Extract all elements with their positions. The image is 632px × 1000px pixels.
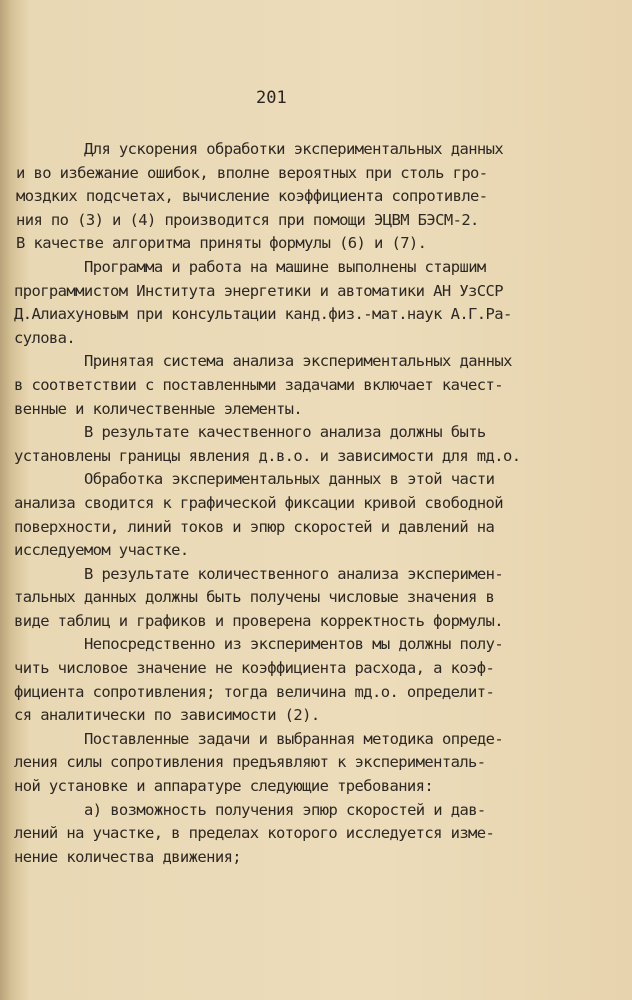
text-line: Д.Алиахуновым при консультации канд.физ.-мат.наук А.Г.Ра-: [14, 305, 512, 324]
text-line: сулова.: [14, 328, 76, 347]
text-line: чить числовое значение не коэффициента расхода, а коэф-: [14, 659, 495, 678]
text-line: Программа и работа на машине выполнены старшим: [84, 257, 486, 276]
text-line: венные и количественные элементы.: [14, 399, 303, 418]
page-number: 201: [256, 88, 287, 108]
text-line: моздких подсчетах, вычисление коэффициента сопротивле-: [16, 187, 488, 206]
text-line: ся аналитически по зависимости (2).: [14, 706, 320, 725]
text-line: виде таблиц и графиков и проверена корректность формулы.: [14, 611, 503, 630]
text-line: поверхности, линий токов и эпюр скоростей и давлений на: [14, 517, 495, 536]
text-line: лений на участке, в пределах которого исследуется изме-: [14, 824, 495, 843]
text-line: программистом Института энергетики и автоматики АН УзССР: [14, 281, 503, 300]
text-line: Обработка экспериментальных данных в этой части: [84, 470, 495, 489]
text-line: Непосредственно из экспериментов мы должны полу-: [84, 635, 504, 654]
text-line: В результате качественного анализа должны быть: [84, 423, 486, 442]
text-line: Принятая система анализа экспериментальных данных: [84, 352, 512, 371]
text-line: нение количества движения;: [14, 847, 242, 866]
text-line: и во избежание ошибок, вполне вероятных при столь гро-: [16, 163, 488, 182]
text-line: анализа сводится к графической фиксации кривой свободной: [14, 493, 503, 512]
text-line: исследуемом участке.: [14, 541, 189, 560]
text-line: В результате количественного анализа эксперимен-: [84, 564, 504, 583]
text-line: в соответствии с поставленными задачами включает качест-: [14, 375, 503, 394]
text-line: В качестве алгоритма приняты формулы (6) и (7).: [16, 234, 427, 253]
body-text: [0, 138, 632, 869]
text-line: ния по (3) и (4) производится при помощи ЭЦВМ БЭСМ-2.: [16, 210, 479, 229]
text-line: Для ускорения обработки экспериментальных данных: [84, 140, 504, 158]
text-line: Поставленные задачи и выбранная методика опреде-: [84, 729, 504, 748]
text-line: а) возможность получения эпюр скоростей и дав-: [84, 800, 486, 819]
text-line: ной установке и аппаратуре следующие требования:: [14, 777, 434, 796]
text-line: установлены границы явления д.в.о. и зависимости для mд.о.: [14, 446, 521, 465]
text-line: фициента сопротивления; тогда величина mд.о. определит-: [14, 682, 495, 701]
text-line: тальных данных должны быть получены числовые значения в: [14, 588, 495, 607]
text-line: ления силы сопротивления предъявляют к эксперименталь-: [14, 753, 486, 772]
